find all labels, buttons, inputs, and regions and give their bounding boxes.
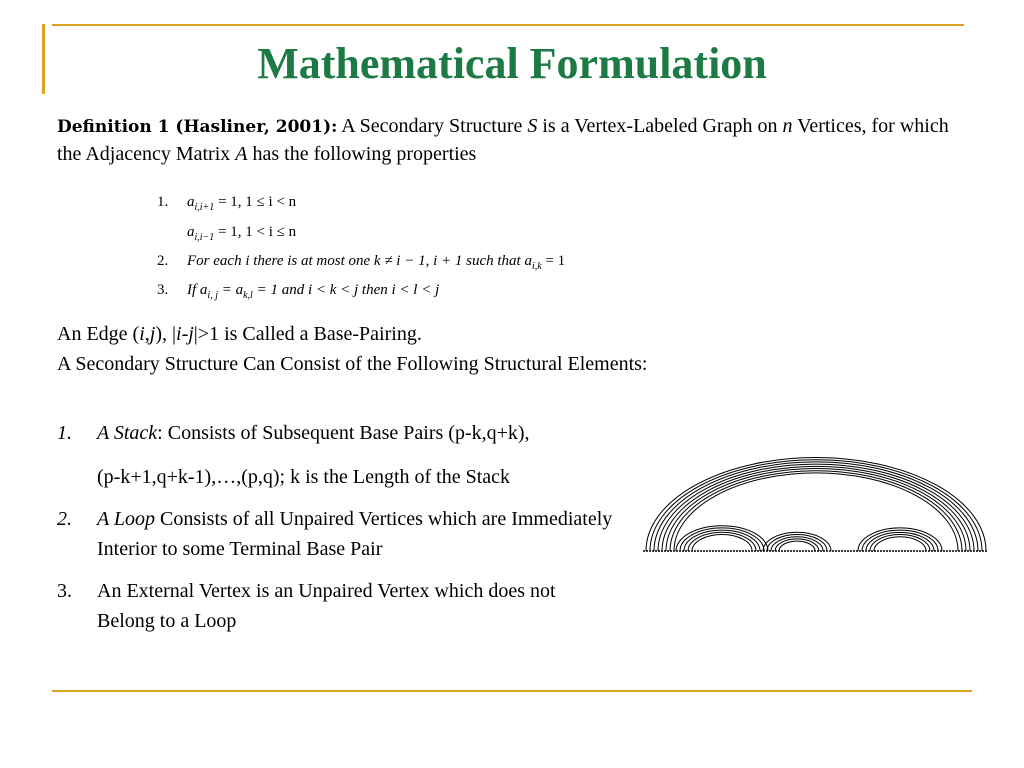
vertex-dot	[850, 550, 852, 552]
vertex-dot	[853, 550, 855, 552]
list-item: 3. An External Vertex is an Unpaired Vertex which does not Belong to a Loop	[57, 576, 617, 636]
vertex-dot	[904, 550, 906, 552]
vertex-dot	[685, 550, 687, 552]
definition-label: Definition 1 (Hasliner, 2001):	[57, 117, 338, 137]
vertex-dot	[757, 550, 759, 552]
vertex-dot	[709, 550, 711, 552]
list-number: 3.	[57, 580, 72, 602]
vertex-dot	[880, 550, 882, 552]
structural-elements-list	[57, 418, 617, 648]
vertex-dot	[745, 550, 747, 552]
vertex-dot	[877, 550, 879, 552]
property-number: 2.	[157, 253, 169, 269]
vertex-dot	[715, 550, 717, 552]
vertex-dot	[724, 550, 726, 552]
base-pairing-paragraph	[57, 319, 647, 379]
vertex-dot	[979, 550, 981, 552]
vertex-dot	[727, 550, 729, 552]
vertex-dot	[730, 550, 732, 552]
vertex-dot	[781, 550, 783, 552]
vertex-dot	[916, 550, 918, 552]
structural-elements-intro: A Secondary Structure Can Consist of the Following Structural Elements:	[57, 353, 648, 375]
slide-title: Mathematical Formulation	[257, 39, 767, 88]
vertex-dot	[799, 550, 801, 552]
vertex-dot	[796, 550, 798, 552]
property-formula: If $a_{i, j} = a_{k,l} = 1$ and i < k < j then i < l < j	[187, 282, 440, 301]
vertex-dot	[841, 550, 843, 552]
base-pair-arc	[676, 526, 768, 551]
property-number: 1.	[157, 194, 169, 210]
var-s: S	[527, 115, 538, 137]
vertex-dot	[739, 550, 741, 552]
definition-text-2: is a Vertex-Labeled Graph on	[537, 115, 783, 137]
vertex-dot	[793, 550, 795, 552]
property-formula: $a_{i,i-1} = 1$, 1 < i ≤ n	[187, 224, 297, 243]
vertex-dot	[784, 550, 786, 552]
vertex-dot	[808, 550, 810, 552]
vertex-dot	[694, 550, 696, 552]
secondary-structure-arc-diagram	[640, 455, 992, 560]
list-item: 2. A Loop Consists of all Unpaired Vertices which are Immediately Interior to some Terminal Base Pair	[57, 504, 617, 564]
vertex-dot	[943, 550, 945, 552]
vertex-dot	[901, 550, 903, 552]
vertex-dot	[805, 550, 807, 552]
property-number: 3.	[157, 282, 169, 298]
vertex-dot	[838, 550, 840, 552]
vertex-dot	[952, 550, 954, 552]
vertex-dot	[718, 550, 720, 552]
vertex-dot	[706, 550, 708, 552]
vertex-dot	[931, 550, 933, 552]
vertex-dot	[895, 550, 897, 552]
vertex-dot	[859, 550, 861, 552]
vertex-dot	[967, 550, 969, 552]
vertex-dot	[922, 550, 924, 552]
vertex-dot	[811, 550, 813, 552]
vertex-dot	[733, 550, 735, 552]
vertex-dot	[844, 550, 846, 552]
vertex-dot	[955, 550, 957, 552]
vertex-dot	[655, 550, 657, 552]
list-number: 1.	[57, 422, 72, 444]
base-pair-arc	[670, 471, 962, 551]
base-pair-arc	[763, 532, 831, 551]
vertex-dot	[712, 550, 714, 552]
base-pair-arc	[692, 535, 752, 552]
list-number: 2.	[57, 508, 72, 530]
base-pair-arc	[874, 537, 926, 551]
vertex-dot	[898, 550, 900, 552]
var-a: A	[235, 143, 248, 165]
vertex-dot	[820, 550, 822, 552]
vertex-dot	[790, 550, 792, 552]
definition-paragraph	[57, 113, 977, 168]
vertex-dot	[700, 550, 702, 552]
vertex-dot	[748, 550, 750, 552]
property-formula: $a_{i,i+1} = 1$, 1 ≤ i < n	[187, 194, 297, 213]
vertex-dot	[892, 550, 894, 552]
vertex-dot	[835, 550, 837, 552]
top-horizontal-rule	[52, 24, 964, 26]
vertex-dot	[886, 550, 888, 552]
vertex-dot	[949, 550, 951, 552]
var-n: n	[782, 115, 793, 137]
list-item: 1. A Stack: Consists of Subsequent Base Pairs (p-k,q+k), (p-k+1,q+k-1),…,(p,q); k is the Length of the Stack	[57, 418, 617, 492]
vertex-dot	[889, 550, 891, 552]
vertex-dot	[703, 550, 705, 552]
vertex-dot	[736, 550, 738, 552]
property-formula: For each i there is at most one k ≠ i − 1, i + 1 such that $a_{i,k} = 1$	[187, 253, 566, 272]
base-pair-arc	[779, 541, 815, 551]
vertex-dot	[847, 550, 849, 552]
vertex-dot	[667, 550, 669, 552]
vertex-dot	[907, 550, 909, 552]
vertex-dot	[946, 550, 948, 552]
vertex-dot	[883, 550, 885, 552]
definition-text-4: has the following properties	[247, 143, 477, 165]
vertex-dot	[910, 550, 912, 552]
vertex-dot	[913, 550, 915, 552]
vertex-dot	[871, 550, 873, 552]
bottom-horizontal-rule	[52, 690, 972, 692]
vertex-dot	[802, 550, 804, 552]
vertex-dot	[772, 550, 774, 552]
definition-text-3: Vertices, for which the Adjacency Matrix	[57, 115, 949, 165]
vertex-dot	[787, 550, 789, 552]
vertex-dot	[832, 550, 834, 552]
vertex-dot	[643, 550, 645, 552]
vertex-dot	[697, 550, 699, 552]
vertex-dot	[742, 550, 744, 552]
edge-definition-line: An Edge (i,j), |i-j|>1 is Called a Base-Pairing.	[57, 323, 422, 345]
vertex-dot	[721, 550, 723, 552]
definition-text-1: A Secondary Structure	[337, 115, 528, 137]
vertex-dot	[919, 550, 921, 552]
